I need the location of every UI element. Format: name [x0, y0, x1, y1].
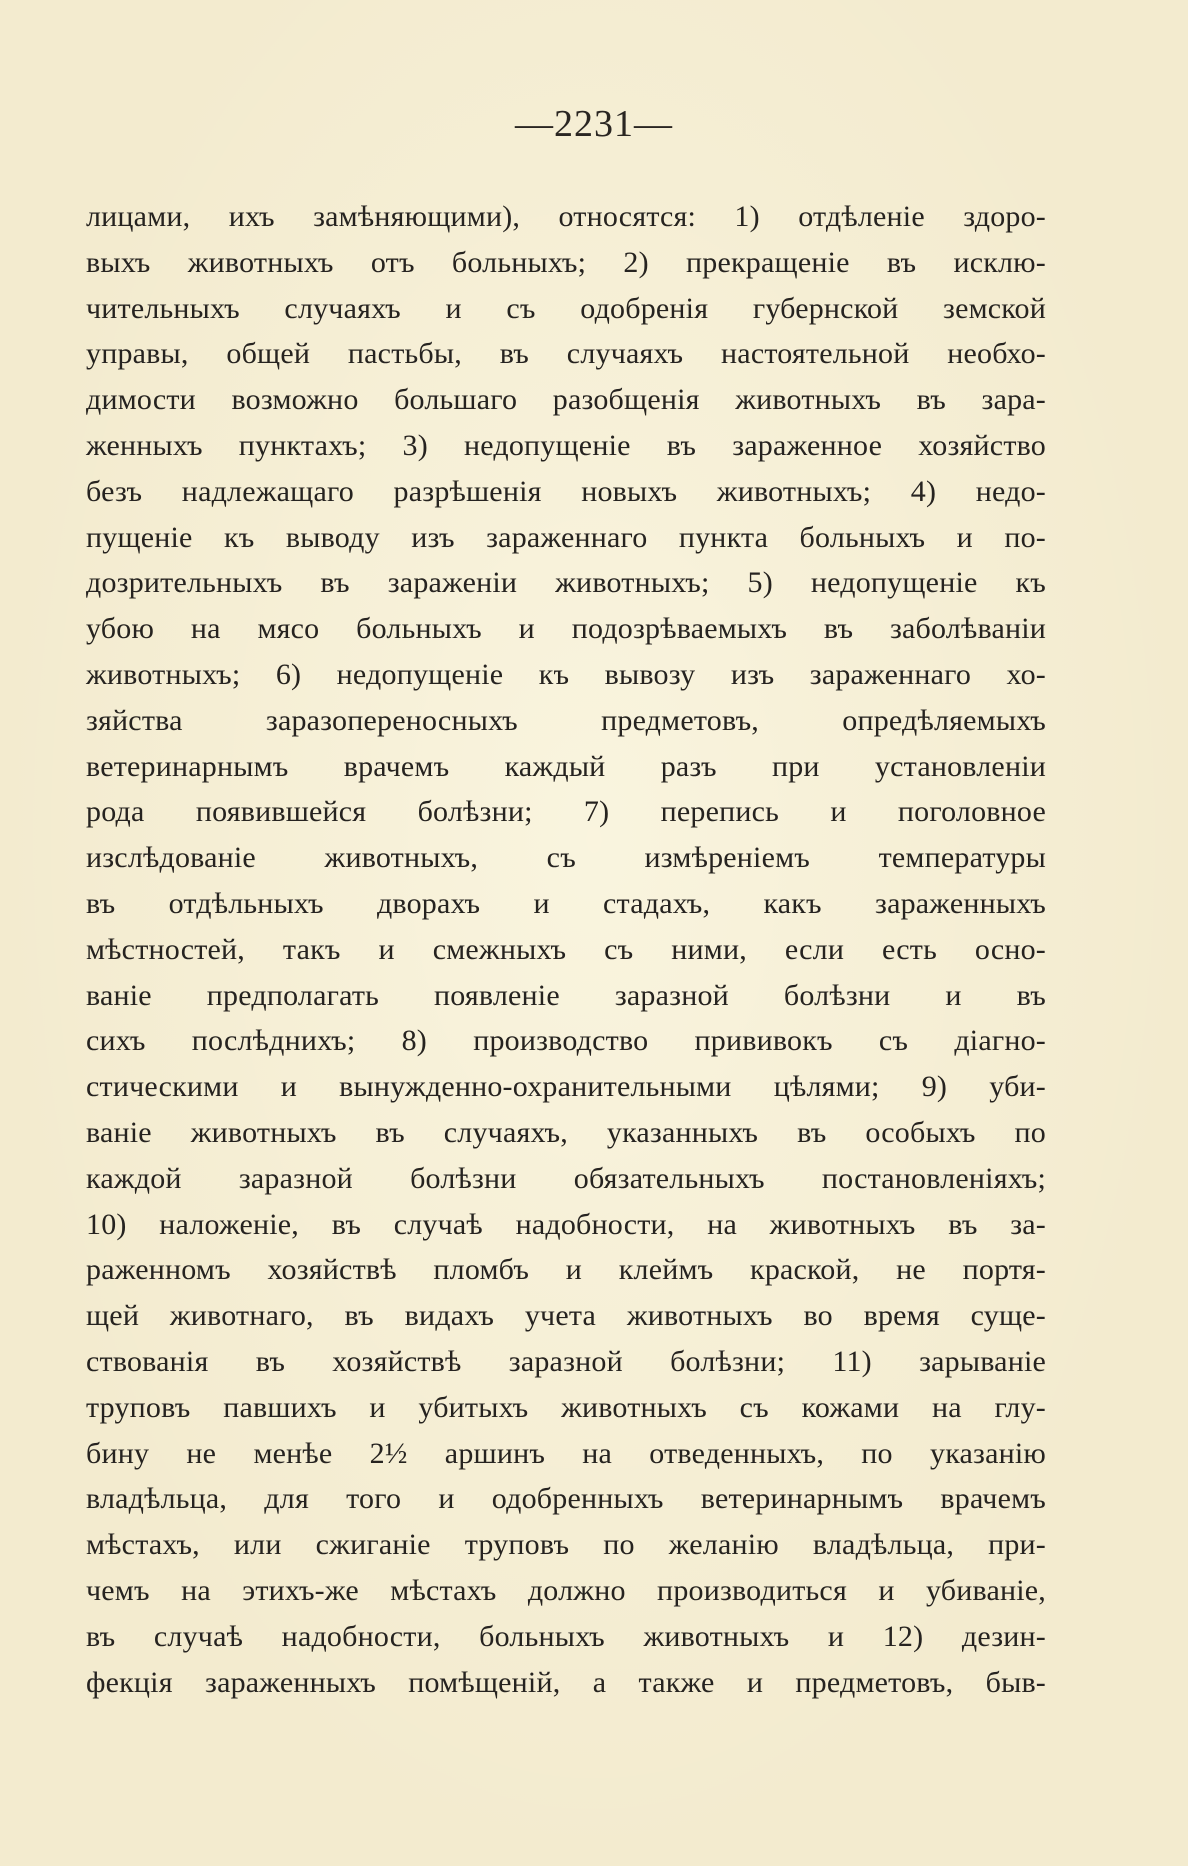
text-line: выхъ животныхъ отъ больныхъ; 2) прекращеніе въ исклю- — [86, 245, 1046, 279]
text-line: димости возможно большаго разобщенія животныхъ въ зара- — [86, 383, 1046, 417]
text-line: сихъ послѣднихъ; 8) производство прививокъ съ діагно- — [86, 1024, 1046, 1058]
text-line: изслѣдованіе животныхъ, съ измѣреніемъ температуры — [86, 841, 1046, 875]
text-line: щей животнаго, въ видахъ учета животныхъ во время суще- — [86, 1299, 1046, 1333]
text-line: ствованія въ хозяйствѣ заразной болѣзни; 11) зарываніе — [86, 1344, 1046, 1378]
text-line: зяйства заразопереносныхъ предметовъ, опредѣляемыхъ — [86, 703, 1046, 737]
text-line: убою на мясо больныхъ и подозрѣваемыхъ въ заболѣваніи — [86, 612, 1046, 646]
text-line: бину не менѣе 2½ аршинъ на отведенныхъ, по указанію — [86, 1436, 1046, 1470]
text-line: пущеніе къ выводу изъ зараженнаго пункта больныхъ и по- — [86, 520, 1046, 554]
text-line: ваніе животныхъ въ случаяхъ, указанныхъ въ особыхъ по — [86, 1115, 1046, 1149]
text-line: 10) наложеніе, въ случаѣ надобности, на животныхъ въ за- — [86, 1207, 1046, 1241]
text-line: животныхъ; 6) недопущеніе къ вывозу изъ зараженнаго хо- — [86, 657, 1046, 691]
text-line: въ случаѣ надобности, больныхъ животныхъ и 12) дезин- — [86, 1619, 1046, 1653]
page-number: —2231— — [515, 103, 673, 145]
text-line: мѣстахъ, или сжиганіе труповъ по желанію владѣльца, при- — [86, 1528, 1046, 1562]
text-line: чемъ на этихъ-же мѣстахъ должно производиться и убиваніе, — [86, 1573, 1046, 1607]
text-line: каждой заразной болѣзни обязательныхъ постановленіяхъ; — [86, 1161, 1046, 1195]
text-line: труповъ павшихъ и убитыхъ животныхъ съ кожами на глу- — [86, 1390, 1046, 1424]
text-line: лицами, ихъ замѣняющими), относятся: 1) отдѣленіе здоро- — [86, 200, 1046, 233]
text-line: раженномъ хозяйствѣ пломбъ и клеймъ краской, не портя- — [86, 1253, 1046, 1287]
text-line: управы, общей пастьбы, въ случаяхъ настоятельной необхо- — [86, 337, 1046, 371]
text-line: безъ надлежащаго разрѣшенія новыхъ животныхъ; 4) недо- — [86, 474, 1046, 508]
text-line: владѣльца, для того и одобренныхъ ветеринарнымъ врачемъ — [86, 1482, 1046, 1516]
text-line: мѣстностей, такъ и смежныхъ съ ними, если есть осно- — [86, 932, 1046, 966]
text-line: стическими и вынужденно-охранительными цѣлями; 9) уби- — [86, 1070, 1046, 1104]
body-text — [86, 194, 1046, 1705]
text-line: чительныхъ случаяхъ и съ одобренія губернской земской — [86, 291, 1046, 325]
text-line: дозрительныхъ въ зараженіи животныхъ; 5) недопущеніе къ — [86, 566, 1046, 600]
text-line: ветеринарнымъ врачемъ каждый разъ при установленіи — [86, 749, 1046, 783]
text-line: въ отдѣльныхъ дворахъ и стадахъ, какъ зараженныхъ — [86, 886, 1046, 920]
text-line: женныхъ пунктахъ; 3) недопущеніе въ зараженное хозяйство — [86, 428, 1046, 462]
text-line: ваніе предполагать появленіе заразной болѣзни и въ — [86, 978, 1046, 1012]
text-line: фекція зараженныхъ помѣщеній, а также и предметовъ, быв- — [86, 1665, 1046, 1699]
text-line: рода появившейся болѣзни; 7) перепись и поголовное — [86, 795, 1046, 829]
